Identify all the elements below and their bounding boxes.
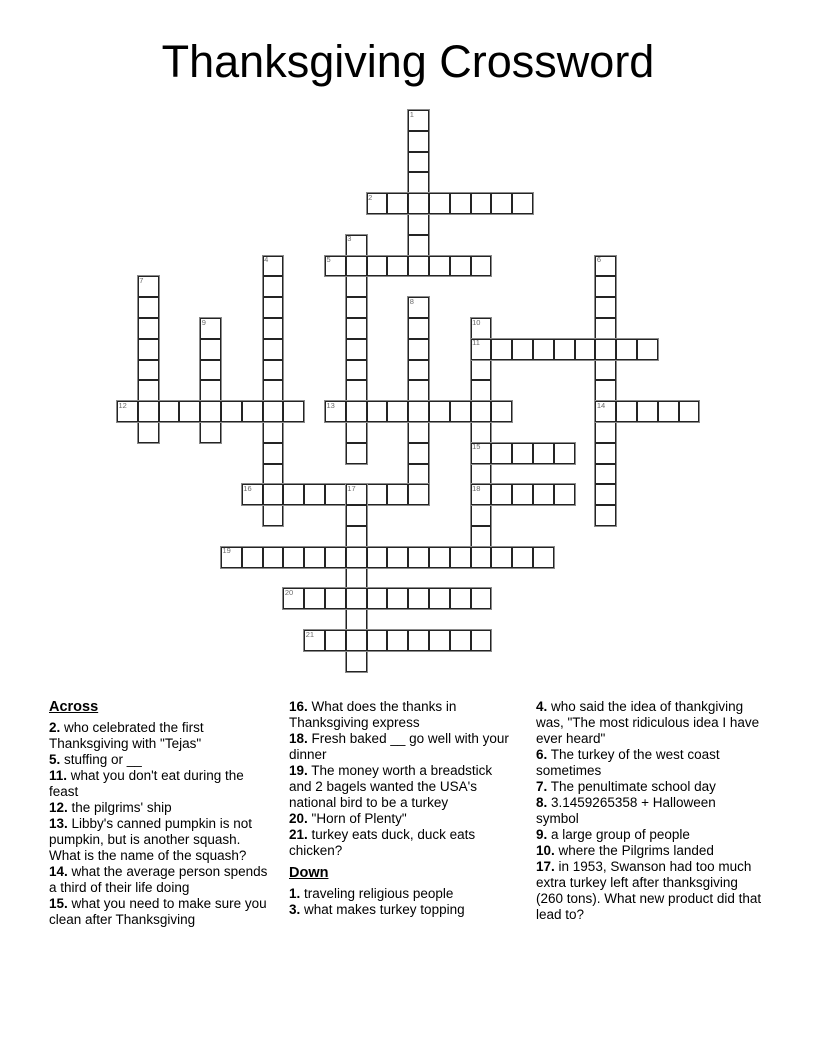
cell-number-7: 7 — [139, 275, 144, 285]
grid-cell[interactable] — [533, 339, 554, 360]
clue-text: The turkey of the west coast sometimes — [536, 747, 720, 778]
word-14-across — [594, 400, 700, 423]
clue-text: what you need to make sure you clean after Thanksgiving — [49, 896, 267, 927]
grid-cell[interactable] — [387, 484, 408, 505]
clue-text: what you don't eat during the feast — [49, 768, 244, 799]
grid-cell[interactable] — [408, 256, 429, 277]
grid-cell[interactable] — [595, 505, 616, 526]
grid-cell[interactable] — [263, 318, 284, 339]
clue-text: traveling religious people — [300, 886, 454, 901]
grid-cell[interactable] — [283, 547, 304, 568]
grid-cell[interactable] — [367, 256, 388, 277]
across-heading: Across — [49, 699, 99, 715]
clue-down-8 — [536, 795, 762, 827]
grid-cell[interactable] — [408, 443, 429, 464]
grid-cell[interactable] — [491, 401, 512, 422]
clue-down-10 — [536, 843, 762, 859]
grid-cell[interactable] — [263, 339, 284, 360]
grid-cell[interactable] — [471, 401, 492, 422]
grid-cell[interactable] — [263, 505, 284, 526]
grid-cell[interactable] — [221, 547, 242, 568]
clue-number: 11. — [49, 768, 68, 783]
grid-cell[interactable] — [471, 422, 492, 443]
clue-number: 20. — [289, 811, 308, 826]
grid-cell[interactable] — [471, 360, 492, 381]
grid-cell[interactable] — [346, 360, 367, 381]
clue-across-5 — [49, 752, 271, 768]
grid-cell[interactable] — [471, 464, 492, 485]
grid-cell[interactable] — [471, 630, 492, 651]
grid-cell[interactable] — [325, 484, 346, 505]
grid-cell[interactable] — [429, 401, 450, 422]
word-15-across — [470, 442, 576, 465]
clue-down-1 — [289, 886, 511, 902]
grid-cell[interactable] — [471, 443, 492, 464]
clue-text: in 1953, Swanson had too much extra turkey left after thanksgiving (260 tons). What new product did that lead to? — [536, 859, 762, 922]
grid-cell[interactable] — [138, 360, 159, 381]
grid-cell[interactable] — [367, 401, 388, 422]
clue-text: where the Pilgrims landed — [554, 843, 714, 858]
grid-cell[interactable] — [304, 484, 325, 505]
word-12-across — [116, 400, 305, 423]
grid-cell[interactable] — [471, 547, 492, 568]
grid-cell[interactable] — [512, 339, 533, 360]
grid-cell[interactable] — [117, 401, 138, 422]
word-9-down — [199, 317, 222, 444]
grid-cell[interactable] — [471, 505, 492, 526]
grid-cell[interactable] — [200, 318, 221, 339]
grid-cell[interactable] — [283, 401, 304, 422]
grid-cell[interactable] — [679, 401, 700, 422]
grid-cell[interactable] — [346, 339, 367, 360]
grid-cell[interactable] — [387, 401, 408, 422]
cell-number-1: 1 — [409, 109, 414, 119]
grid-cell[interactable] — [408, 318, 429, 339]
grid-cell[interactable] — [471, 193, 492, 214]
grid-cell[interactable] — [200, 360, 221, 381]
grid-cell[interactable] — [138, 297, 159, 318]
cell-number-11: 11 — [472, 338, 480, 348]
grid-cell[interactable] — [637, 339, 658, 360]
grid-cell[interactable] — [304, 630, 325, 651]
grid-cell[interactable] — [429, 630, 450, 651]
grid-cell[interactable] — [408, 422, 429, 443]
grid-cell[interactable] — [346, 609, 367, 630]
word-13-across — [324, 400, 513, 423]
word-2-across — [366, 192, 534, 215]
grid-cell[interactable] — [595, 318, 616, 339]
grid-cell[interactable] — [429, 547, 450, 568]
grid-cell[interactable] — [429, 256, 450, 277]
clue-text: Libby's canned pumpkin is not pumpkin, but is another squash. What is the name of the squash? — [49, 816, 252, 863]
grid-cell[interactable] — [595, 484, 616, 505]
clue-column-3 — [536, 699, 762, 923]
grid-cell[interactable] — [263, 360, 284, 381]
clue-text: what the average person spends a third of their life doing — [49, 864, 268, 895]
grid-cell[interactable] — [159, 401, 180, 422]
grid-cell[interactable] — [346, 568, 367, 589]
grid-cell[interactable] — [263, 547, 284, 568]
grid-cell[interactable] — [408, 401, 429, 422]
clue-number: 10. — [536, 843, 555, 858]
grid-cell[interactable] — [471, 588, 492, 609]
grid-cell[interactable] — [408, 588, 429, 609]
grid-cell[interactable] — [595, 297, 616, 318]
clue-column-2 — [289, 699, 511, 918]
cell-number-5: 5 — [326, 255, 331, 265]
grid-cell[interactable] — [138, 276, 159, 297]
clue-number: 19. — [289, 763, 308, 778]
grid-cell[interactable] — [138, 401, 159, 422]
grid-cell[interactable] — [595, 256, 616, 277]
clue-text: 3.1459265358 + Halloween symbol — [536, 795, 716, 826]
grid-cell[interactable] — [491, 339, 512, 360]
word-20-across — [282, 587, 492, 610]
grid-cell[interactable] — [346, 276, 367, 297]
grid-cell[interactable] — [325, 630, 346, 651]
grid-cell[interactable] — [263, 443, 284, 464]
grid-cell[interactable] — [408, 464, 429, 485]
grid-cell[interactable] — [450, 193, 471, 214]
clue-down-3 — [289, 902, 511, 918]
cell-number-15: 15 — [472, 442, 481, 452]
grid-cell[interactable] — [450, 256, 471, 277]
cell-number-13: 13 — [326, 400, 335, 410]
page-title: Thanksgiving Crossword — [161, 36, 655, 87]
grid-cell[interactable] — [637, 401, 658, 422]
grid-cell[interactable] — [533, 547, 554, 568]
grid-cell[interactable] — [450, 547, 471, 568]
word-21-across — [303, 629, 492, 652]
grid-cell[interactable] — [263, 297, 284, 318]
grid-cell[interactable] — [200, 339, 221, 360]
clue-across-19 — [289, 763, 511, 811]
clue-down-9 — [536, 827, 762, 843]
clue-text: a large group of people — [547, 827, 690, 842]
grid-cell[interactable] — [616, 339, 637, 360]
clue-number: 7. — [536, 779, 548, 794]
word-5-across — [324, 255, 492, 278]
grid-cell[interactable] — [471, 484, 492, 505]
cell-number-16: 16 — [243, 483, 252, 493]
grid-cell[interactable] — [408, 131, 429, 152]
grid-cell[interactable] — [367, 484, 388, 505]
grid-cell[interactable] — [346, 651, 367, 672]
grid-cell[interactable] — [263, 380, 284, 401]
grid-cell[interactable] — [658, 401, 679, 422]
grid-cell[interactable] — [263, 484, 284, 505]
clue-number: 9. — [536, 827, 548, 842]
clue-number: 16. — [289, 699, 308, 714]
grid-cell[interactable] — [595, 276, 616, 297]
grid-cell[interactable] — [408, 630, 429, 651]
clue-number: 1. — [289, 886, 301, 901]
grid-cell[interactable] — [263, 276, 284, 297]
cell-number-2: 2 — [368, 192, 373, 202]
word-18-across — [470, 483, 576, 506]
grid-cell[interactable] — [429, 193, 450, 214]
grid-cell[interactable] — [263, 422, 284, 443]
clue-across-20 — [289, 811, 511, 827]
grid-cell[interactable] — [367, 588, 388, 609]
grid-cell[interactable] — [491, 443, 512, 464]
grid-cell[interactable] — [367, 193, 388, 214]
grid-cell[interactable] — [346, 256, 367, 277]
grid-cell[interactable] — [595, 380, 616, 401]
clue-down-6 — [536, 747, 762, 779]
grid-cell[interactable] — [242, 484, 263, 505]
clue-across-18 — [289, 731, 511, 763]
grid-cell[interactable] — [138, 339, 159, 360]
clue-down-4 — [536, 699, 762, 747]
grid-cell[interactable] — [471, 339, 492, 360]
grid-cell[interactable] — [242, 401, 263, 422]
grid-cell[interactable] — [325, 401, 346, 422]
grid-cell[interactable] — [408, 380, 429, 401]
grid-cell[interactable] — [263, 401, 284, 422]
grid-cell[interactable] — [408, 193, 429, 214]
grid-cell[interactable] — [471, 526, 492, 547]
grid-cell[interactable] — [283, 484, 304, 505]
clue-across-15 — [49, 896, 271, 928]
cell-number-3: 3 — [347, 234, 352, 244]
word-11-across — [470, 338, 659, 361]
clue-number: 21. — [289, 827, 308, 842]
clue-number: 4. — [536, 699, 548, 714]
cell-number-14: 14 — [596, 400, 606, 410]
grid-cell[interactable] — [491, 547, 512, 568]
clue-number: 2. — [49, 720, 61, 735]
grid-cell[interactable] — [221, 401, 242, 422]
grid-cell[interactable] — [367, 630, 388, 651]
grid-cell[interactable] — [346, 505, 367, 526]
grid-cell[interactable] — [387, 588, 408, 609]
grid-cell[interactable] — [387, 547, 408, 568]
cell-number-10: 10 — [472, 317, 481, 327]
clue-number: 14. — [49, 864, 68, 879]
clue-number: 6. — [536, 747, 548, 762]
grid-cell[interactable] — [346, 443, 367, 464]
cell-number-6: 6 — [596, 255, 602, 265]
grid-cell[interactable] — [325, 547, 346, 568]
grid-cell[interactable] — [471, 256, 492, 277]
clue-number: 15. — [49, 896, 68, 911]
grid-cell[interactable] — [408, 235, 429, 256]
clue-number: 17. — [536, 859, 555, 874]
grid-cell[interactable] — [408, 360, 429, 381]
grid-cell[interactable] — [346, 630, 367, 651]
grid-cell[interactable] — [242, 547, 263, 568]
grid-cell[interactable] — [408, 172, 429, 193]
grid-cell[interactable] — [408, 547, 429, 568]
grid-cell[interactable] — [263, 464, 284, 485]
word-19-across — [220, 546, 555, 569]
clue-text: turkey eats duck, duck eats chicken? — [289, 827, 476, 858]
grid-cell[interactable] — [367, 547, 388, 568]
grid-cell[interactable] — [595, 422, 616, 443]
grid-cell[interactable] — [616, 401, 637, 422]
word-16-across — [241, 483, 430, 506]
clue-text: stuffing or __ — [60, 752, 142, 767]
cell-number-12: 12 — [118, 400, 127, 410]
cell-number-4: 4 — [264, 255, 269, 265]
grid-cell[interactable] — [325, 588, 346, 609]
grid-cell[interactable] — [138, 380, 159, 401]
clue-number: 18. — [289, 731, 308, 746]
grid-cell[interactable] — [554, 484, 575, 505]
clue-across-11 — [49, 768, 271, 800]
grid-cell[interactable] — [429, 588, 450, 609]
grid-cell[interactable] — [554, 443, 575, 464]
clue-text: who said the idea of thankgiving was, "The most ridiculous idea I have ever heard" — [536, 699, 760, 746]
grid-cell[interactable] — [554, 339, 575, 360]
grid-cell[interactable] — [512, 547, 533, 568]
grid-cell[interactable] — [346, 588, 367, 609]
grid-cell[interactable] — [533, 443, 554, 464]
grid-cell[interactable] — [387, 193, 408, 214]
clue-text: who celebrated the first Thanksgiving with "Tejas" — [49, 720, 204, 751]
grid-cell[interactable] — [346, 526, 367, 547]
word-6-down — [594, 255, 617, 527]
cell-number-19: 19 — [222, 546, 231, 556]
grid-cell[interactable] — [346, 484, 367, 505]
clue-down-7 — [536, 779, 762, 795]
grid-cell[interactable] — [200, 380, 221, 401]
grid-cell[interactable] — [450, 588, 471, 609]
grid-cell[interactable] — [408, 152, 429, 173]
grid-cell[interactable] — [346, 547, 367, 568]
grid-cell[interactable] — [304, 588, 325, 609]
grid-cell[interactable] — [179, 401, 200, 422]
grid-cell[interactable] — [512, 484, 533, 505]
grid-cell[interactable] — [408, 297, 429, 318]
clue-across-13 — [49, 816, 271, 864]
grid-cell[interactable] — [471, 318, 492, 339]
cell-number-17: 17 — [347, 483, 356, 493]
clue-across-2 — [49, 720, 271, 752]
grid-cell[interactable] — [387, 630, 408, 651]
grid-cell[interactable] — [304, 547, 325, 568]
down-heading: Down — [289, 865, 329, 881]
grid-cell[interactable] — [595, 443, 616, 464]
grid-cell[interactable] — [346, 235, 367, 256]
clue-number: 8. — [536, 795, 548, 810]
grid-cell[interactable] — [575, 339, 596, 360]
clue-number: 12. — [49, 800, 68, 815]
grid-cell[interactable] — [138, 318, 159, 339]
grid-cell[interactable] — [595, 360, 616, 381]
clue-number: 3. — [289, 902, 301, 917]
grid-cell[interactable] — [491, 193, 512, 214]
clue-text: What does the thanks in Thanksgiving express — [289, 699, 457, 730]
cell-number-21: 21 — [305, 629, 315, 639]
clue-across-14 — [49, 864, 271, 896]
grid-cell[interactable] — [450, 630, 471, 651]
grid-cell[interactable] — [138, 422, 159, 443]
grid-cell[interactable] — [346, 401, 367, 422]
grid-cell[interactable] — [471, 380, 492, 401]
clue-across-16 — [289, 699, 511, 731]
clue-text: The money worth a breadstick and 2 bagels wanted the USA's national bird to be a turkey — [289, 763, 493, 810]
clue-down-17 — [536, 859, 762, 923]
clue-text: the pilgrims' ship — [67, 800, 172, 815]
grid-cell[interactable] — [387, 256, 408, 277]
clue-number: 5. — [49, 752, 61, 767]
grid-cell[interactable] — [595, 464, 616, 485]
grid-cell[interactable] — [533, 484, 554, 505]
clue-across-21 — [289, 827, 511, 859]
grid-cell[interactable] — [512, 443, 533, 464]
clue-text: what makes turkey topping — [300, 902, 465, 917]
grid-cell[interactable] — [491, 484, 512, 505]
clue-across-12 — [49, 800, 271, 816]
clue-text: Fresh baked __ go well with your dinner — [289, 731, 509, 762]
grid-cell[interactable] — [408, 339, 429, 360]
cell-number-8: 8 — [409, 296, 414, 306]
clue-column-1 — [49, 699, 271, 928]
grid-cell[interactable] — [595, 339, 616, 360]
grid-cell[interactable] — [408, 110, 429, 131]
grid-cell[interactable] — [346, 318, 367, 339]
grid-cell[interactable] — [200, 401, 221, 422]
grid-cell[interactable] — [408, 484, 429, 505]
grid-cell[interactable] — [325, 256, 346, 277]
grid-cell[interactable] — [408, 214, 429, 235]
grid-cell[interactable] — [346, 297, 367, 318]
clue-number: 13. — [49, 816, 68, 831]
grid-cell[interactable] — [595, 401, 616, 422]
clue-text: The penultimate school day — [547, 779, 716, 794]
grid-cell[interactable] — [200, 422, 221, 443]
cell-number-18: 18 — [472, 483, 481, 493]
grid-cell[interactable] — [512, 193, 533, 214]
grid-cell[interactable] — [283, 588, 304, 609]
grid-cell[interactable] — [346, 380, 367, 401]
cell-number-20: 20 — [284, 587, 294, 597]
cell-number-9: 9 — [201, 317, 206, 327]
grid-cell[interactable] — [346, 422, 367, 443]
grid-cell[interactable] — [450, 401, 471, 422]
grid-cell[interactable] — [263, 256, 284, 277]
clue-text: "Horn of Plenty" — [307, 811, 407, 826]
